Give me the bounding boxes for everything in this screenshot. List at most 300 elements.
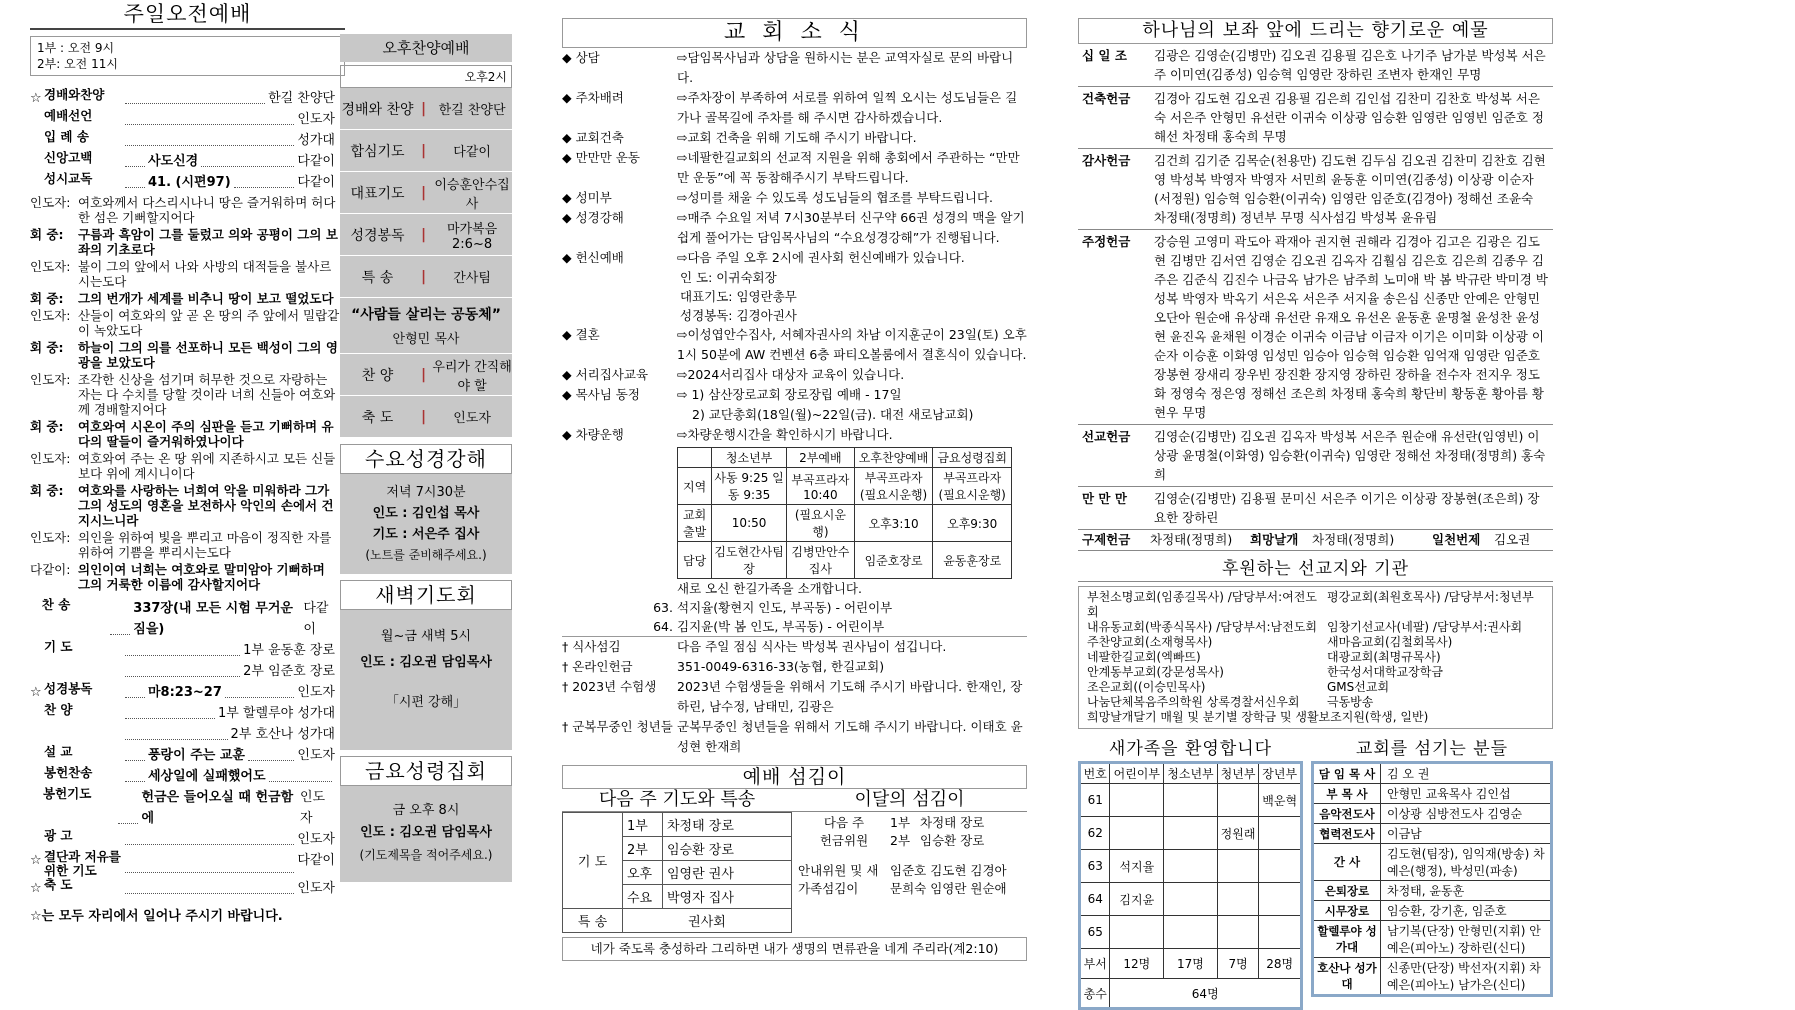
vehicle-header: 금요성령집회: [933, 448, 1012, 468]
mission-left: 나눔단체복음주의학원 상록경찰서신우회: [1087, 695, 1300, 709]
divider-bar: |: [421, 100, 427, 117]
family-cell: [1217, 784, 1259, 817]
order-value: 2부 호산나 성가대: [230, 727, 335, 742]
serve-title: 예배 섬김이: [562, 765, 1027, 789]
mission-last: 희망날개달기 매월 및 분기별 장학금 및 생활보조지원(학생, 일반): [1087, 710, 1429, 724]
offerings-table: [1078, 44, 1553, 530]
prayer-slot: 오후: [623, 861, 663, 885]
star-mark: ☆: [30, 91, 42, 106]
dots: [234, 172, 295, 188]
reading-line: [30, 451, 340, 481]
bottom-boxes: [1078, 737, 1553, 1010]
order-list: [30, 88, 335, 193]
order-key: 찬 양: [44, 702, 73, 717]
staff-role: 호산나 성가대: [1313, 958, 1381, 996]
news-value: 군복무중인 청년들을 위해서 기도해 주시기 바랍니다. 이태호 윤성현 한재희: [677, 719, 1023, 754]
offering-type: 십 일 조: [1078, 44, 1150, 87]
mission-row: [1087, 665, 1544, 680]
reading-line: [30, 530, 340, 560]
star-mark: [30, 829, 44, 850]
reading-line: [30, 419, 340, 449]
order-mid: 세상일에 실패했어도: [148, 769, 266, 784]
offering-row: [1078, 44, 1553, 87]
dots: [125, 109, 294, 125]
order-value: 다같이: [297, 154, 335, 169]
family-row: [1080, 817, 1302, 850]
reading-speaker: 인도자:: [30, 259, 71, 274]
order-value: 한길 찬양단: [268, 91, 335, 106]
service-time-1: 1부 : 오전 9시: [37, 41, 115, 55]
news-list-3: [562, 636, 1027, 757]
offering-row: [1078, 487, 1553, 530]
vehicle-cell: (필요시운행): [787, 505, 855, 542]
star-mark: ☆: [30, 881, 42, 896]
prayer-slot: 수요: [623, 885, 663, 909]
order-key: 봉헌기도: [43, 786, 92, 801]
afternoon-value: 이승훈안수집사: [434, 177, 510, 212]
afternoon-key: 성경봉독: [350, 227, 405, 244]
vehicle-cell: 지역: [678, 468, 712, 505]
month-subtitle: 이달의 섬김이: [854, 789, 965, 810]
news-item: [562, 208, 1027, 248]
newcomer-text: 석지율(황현지 인도, 부곡동) - 어린이부: [677, 600, 893, 615]
mission-right: 임창기선교사(네팔) /담당부서:권사회: [1327, 620, 1523, 634]
order-value: 인도자: [300, 790, 326, 826]
vehicle-cell: 윤동훈장로: [933, 542, 1012, 579]
reading-text: 하늘이 그의 의를 선포하니 모든 백성이 그의 영광을 보았도다: [78, 340, 338, 370]
reading-line: [30, 259, 340, 289]
dots: [125, 703, 215, 719]
special-label: 특 송: [563, 909, 623, 933]
afternoon-row: [340, 214, 512, 256]
reading-speaker: 회 중:: [30, 227, 64, 242]
staff-row: [1313, 763, 1552, 784]
order-key: 축 도: [44, 877, 73, 892]
divider-bar: |: [421, 408, 427, 425]
family-cell: [1259, 850, 1302, 883]
mission-right: 대광교회(최명규목사): [1327, 650, 1441, 664]
fri-title: 금요성령집회: [340, 756, 512, 786]
staff-row: [1313, 881, 1552, 901]
star-mark: [30, 703, 44, 724]
news-key: ◆ 목사님 동정: [562, 387, 640, 402]
order-value: 다같이: [303, 601, 329, 637]
family-cell: [1164, 916, 1218, 949]
month-person: 차정태 장로: [920, 815, 985, 830]
reading-text: 그의 번개가 세계를 비추니 땅이 보고 떨었도다: [78, 291, 334, 306]
order-item: [30, 88, 335, 109]
order-item: [30, 109, 335, 130]
vehicle-key: ◆ 차량운행: [562, 427, 624, 442]
order-item: [30, 878, 335, 899]
star-mark: [30, 724, 44, 745]
month-key: 헌금위원: [819, 833, 869, 848]
mission-row: [1087, 680, 1544, 695]
order-value: 인도자: [297, 685, 335, 700]
staff-row: [1313, 901, 1552, 921]
staff-names: 남기복(단장) 안형민(지휘) 안예은(피아노) 장하린(신디): [1381, 921, 1552, 958]
order-item: [30, 724, 335, 745]
family-header: 장년부: [1259, 763, 1302, 784]
order-value: 2부 임준호 장로: [243, 664, 335, 679]
order-key: 광 고: [44, 828, 73, 843]
family-cell: [1164, 817, 1218, 850]
star-mark: [30, 598, 42, 640]
offering-names: 김경아 김도현 김오권 김용필 김은희 김인섭 김찬미 김찬호 박성복 서은숙 서은주 안형민 유선란 이귀숙 이상광 임승환 임영란 임영빈 임준호 정해선 차정태 홍숙희 무명: [1150, 87, 1553, 149]
offering-names: 김영순(김병만) 김용필 문미신 서은주 이기은 이상광 장봉현(조은희) 장요한 장하린: [1150, 487, 1553, 530]
dawn-info: [340, 610, 512, 750]
staff-row: [1313, 844, 1552, 881]
family-row: [1080, 916, 1302, 949]
order-key: 성시교독: [44, 171, 93, 186]
afternoon-key: 축 도: [361, 409, 394, 426]
star-mark: [30, 109, 44, 130]
family-row: [1080, 784, 1302, 817]
news-value: ⇨2024서리집사 대상자 교육이 있습니다.: [677, 367, 905, 382]
star-mark: ☆: [30, 685, 42, 700]
offering-names: 김광은 김영순(김병만) 김오권 김용필 김은호 나기주 남가분 박성복 서은주 이미연(김종성) 임승혁 임영란 장하린 조변자 한재인 무명: [1150, 44, 1553, 87]
staff-names: 차정태, 윤동훈: [1381, 881, 1552, 901]
afternoon-panel: [340, 0, 512, 992]
dawn-title: 새벽기도회: [340, 580, 512, 610]
fri-leader: 인도 : 김오권 담임목사: [360, 825, 492, 840]
reading-speaker: 회 중:: [30, 419, 64, 434]
dots: [110, 598, 130, 635]
family-table: [1078, 761, 1303, 1010]
preacher: 안형민 목사: [392, 332, 460, 347]
afternoon-row: [340, 354, 512, 396]
star-mark: [30, 130, 44, 151]
divider-bar: |: [421, 142, 427, 159]
family-cell: 61: [1080, 784, 1110, 817]
family-header: 번호: [1080, 763, 1110, 784]
order-item: [30, 829, 335, 850]
star-mark: [30, 172, 44, 193]
staff-names: 임승환, 강기훈, 임준호: [1381, 901, 1552, 921]
order-item: [30, 703, 335, 724]
order-value: 다같이: [297, 853, 335, 868]
family-cell: [1110, 784, 1164, 817]
month-slot: 1부: [890, 815, 911, 830]
newcomer-number: 64.: [653, 619, 673, 634]
usher-2: 문희숙 임영란 원순애: [890, 881, 1007, 896]
news-item: [562, 148, 1027, 188]
star-mark: [30, 745, 44, 766]
vehicle-cell: 임준호장로: [854, 542, 933, 579]
star-mark: [30, 766, 44, 787]
news-title: 교 회 소 식: [562, 18, 1027, 48]
mission-left: 주찬양교회(소재형목사): [1087, 635, 1213, 649]
vehicle-header: 오후찬양예배: [854, 448, 933, 468]
reading-text: 여호와여 주는 온 땅 위에 지존하시고 모든 신들보다 위에 계시니이다: [78, 451, 336, 481]
order-mid: 337장(내 모든 시험 무거운 짐을): [133, 601, 293, 637]
dedication-line: 대표기도: 임영란총무: [680, 289, 797, 304]
wed-prayer: 기도 : 서은주 집사: [372, 527, 480, 542]
afternoon-key: 찬 양: [361, 367, 394, 384]
news-key: ◆ 만만만 운동: [562, 150, 640, 165]
other-offerings: [1078, 530, 1553, 551]
wed-title: 수요성경강해: [340, 444, 512, 474]
news-key: ◆ 서리집사교육: [562, 367, 649, 382]
news-key: † 2023년 수험생: [562, 679, 657, 694]
hope-value: 차정태(정명희): [1312, 532, 1395, 547]
staff-row: [1313, 958, 1552, 996]
mission-title: 후원하는 선교지와 기관: [1078, 557, 1553, 582]
news-key: ◆ 헌신예배: [562, 250, 624, 265]
afternoon-key: 대표기도: [350, 185, 405, 202]
staff-names: 김도현(팀장), 임익재(방송) 차예은(행정), 박성민(파송): [1381, 844, 1552, 881]
order-list-2: [30, 598, 335, 899]
afternoon-time: 오후2시: [340, 65, 512, 88]
order-key: 봉헌찬송: [44, 765, 93, 780]
news-key: ◆ 상담: [562, 50, 600, 65]
month-row: [798, 832, 1021, 850]
mission-right: GMS선교회: [1327, 680, 1390, 694]
prayer-slot: 2부: [623, 837, 663, 861]
dots: [125, 682, 145, 698]
prayer-row: [563, 813, 792, 837]
family-row: [1080, 883, 1302, 916]
reading-text: 여호와여 시온이 주의 심판을 듣고 기뻐하며 유다의 딸들이 즐거워하였나이다: [78, 419, 334, 449]
order-item: [30, 745, 335, 766]
star-mark: [30, 661, 44, 682]
order-mid: 사도신경: [148, 154, 199, 169]
offerings-title: 하나님의 보좌 앞에 드리는 향기로운 예물: [1078, 18, 1553, 44]
month-serve: [792, 812, 1027, 933]
onethousand-value: 김오권: [1494, 532, 1531, 547]
special-value: 권사회: [623, 909, 792, 933]
staff-role: 할렐루야 성가대: [1313, 921, 1381, 958]
reading-speaker: 인도자:: [30, 451, 71, 466]
order-item: [30, 850, 335, 878]
family-cell: [1259, 916, 1302, 949]
mission-left: 네팔한길교회(엑빠뜨): [1087, 650, 1201, 664]
order-key: [44, 661, 122, 682]
news-item: [562, 88, 1027, 128]
family-dept-cell: 부서: [1080, 949, 1110, 979]
afternoon-value: 인도자: [453, 411, 491, 426]
staff-row: [1313, 921, 1552, 958]
family-header: 청소년부: [1164, 763, 1218, 784]
newcomer: [653, 598, 1027, 617]
stand-note: ☆는 모두 자리에서 일어나 주시기 바랍니다.: [30, 909, 283, 924]
news-item: [562, 365, 1027, 385]
month-slot: 2부: [890, 833, 911, 848]
news-value: ⇨성미를 채울 수 있도록 성도님들의 협조를 부탁드립니다.: [677, 190, 994, 205]
family-cell: 62: [1080, 817, 1110, 850]
news-key: ◆ 성경강해: [562, 210, 624, 225]
order-value: 인도자: [297, 881, 335, 896]
mission-left: 안계동부교회(강문성목사): [1087, 665, 1224, 679]
star-mark: [30, 640, 44, 661]
staff-names: 안형민 교육목사 김인섭: [1381, 784, 1552, 804]
news-value: ⇨교회 건축을 위해 기도해 주시기 바랍니다.: [677, 130, 917, 145]
relief-key: 구제헌금: [1082, 532, 1131, 547]
vehicle-header: [678, 448, 712, 468]
newcomer-text: 김지윤(박 봄 인도, 부곡동) - 어린이부: [677, 619, 885, 634]
dots: [201, 151, 294, 167]
news-value: ⇨다음 주일 오후 2시에 권사회 헌신예배가 있습니다.: [677, 250, 965, 265]
month-person: 임승환 장로: [920, 833, 985, 848]
order-item: [30, 661, 335, 682]
relief-value: 차정태(정명희): [1150, 532, 1233, 547]
news-key: ◆ 결혼: [562, 327, 600, 342]
prayer-person: 임승환 장로: [663, 837, 792, 861]
news-value: ⇨매주 수요일 저녁 7시30분부터 신구약 66권 성경의 맥을 알기 쉽게 풀어가는 담임목사님의 “수요성경강해”가 진행됩니다.: [677, 210, 1025, 245]
news-value: 351-0049-6316-33(농협, 한길교회): [677, 659, 885, 674]
responsive-reading: [30, 195, 340, 592]
sermon-title: “사람들 살리는 공동체”: [351, 307, 501, 323]
news-item: [562, 48, 1027, 88]
dots: [125, 766, 145, 782]
family-dept-cell: 28명: [1259, 949, 1302, 979]
news-value: ⇨담임목사님과 상담을 원하시는 분은 교역자실로 문의 바랍니다.: [677, 50, 1014, 85]
afternoon-row: [340, 256, 512, 298]
news-key: † 군복무중인 청년들: [562, 719, 673, 734]
dawn-topic: 「시편 강해」: [385, 695, 467, 710]
order-key: 입 례 송: [44, 129, 89, 144]
reading-text: 의인을 위하여 빛을 뿌리고 마음이 정직한 자를 위하여 기쁨을 뿌리시는도다: [78, 530, 332, 560]
staff-names: 신종만(단장) 박선자(지휘) 차예은(피아노) 남가은(신디): [1381, 958, 1552, 996]
mission-right: 한국성서대학교장학금: [1327, 665, 1443, 679]
morning-service-title: 주일오전예배: [30, 0, 345, 30]
month-row: [798, 814, 1021, 832]
vehicle-cell: 오후3:10: [854, 505, 933, 542]
dots: [125, 151, 145, 167]
mission-right: 평강교회(최원호목사) /담당부서:청년부: [1327, 590, 1534, 604]
staff-table: [1311, 761, 1553, 997]
afternoon-row: [340, 172, 512, 214]
family-cell: 석지율: [1110, 850, 1164, 883]
vehicle-cell: 부곡프라자 (필요시운행): [933, 468, 1012, 505]
order-key: 성경봉독: [44, 681, 93, 696]
family-cell: 백운혁: [1259, 784, 1302, 817]
news-value: 2023년 수험생들을 위해서 기도해 주시기 바랍니다. 한재인, 장하린, 남수정, 남태민, 김광은: [677, 679, 1023, 714]
reading-line: [30, 483, 340, 528]
family-cell: 65: [1080, 916, 1110, 949]
serve-subtitles: [562, 789, 1027, 812]
vehicle-header: 청소년부: [712, 448, 787, 468]
afternoon-value: 다같이: [453, 145, 491, 160]
family-cell: [1164, 850, 1218, 883]
order-key: 찬 송: [41, 597, 71, 612]
family-cell: [1217, 916, 1259, 949]
serve-body: [562, 812, 1027, 933]
reading-line: [30, 308, 340, 338]
dots: [125, 130, 294, 146]
family-title: 새가족을 환영합니다: [1108, 739, 1273, 759]
prayer-label: 기 도: [563, 813, 623, 909]
afternoon-key: 경배와 찬양: [341, 101, 414, 118]
offering-type: 건축헌금: [1078, 87, 1150, 149]
afternoon-row: [340, 396, 512, 438]
offering-names: 김영순(김병만) 김오권 김옥자 박성복 서은주 원순애 유선란(임영빈) 이상광 윤명철(이화영) 임승환(이귀숙) 임영란 정해선 차정태(정명희) 홍숙희: [1150, 425, 1553, 487]
vehicle-cell: 10:50: [712, 505, 787, 542]
afternoon-value: 간사팀: [453, 271, 491, 286]
order-value: 다같이: [297, 175, 335, 190]
afternoon-row: [340, 88, 512, 130]
newcomers-intro: 새로 오신 한길가족을 소개합니다.: [677, 581, 862, 596]
order-value: 인도자: [297, 748, 335, 763]
family-dept-cell: 17명: [1164, 949, 1218, 979]
mission-right: 극동방송: [1327, 695, 1374, 709]
order-item: [30, 172, 335, 193]
dots: [125, 172, 145, 188]
order-value: 1부 윤동훈 장로: [243, 643, 335, 658]
wed-note: (노트를 준비해주세요.): [365, 548, 487, 562]
reading-line: [30, 340, 340, 370]
afternoon-order: [340, 88, 512, 298]
prayer-person: 차정태 장로: [663, 813, 792, 837]
news-key: ◆ 교회건축: [562, 130, 624, 145]
family-dept-row: [1080, 949, 1302, 979]
order-value: 인도자: [297, 832, 335, 847]
sermon-block: [340, 298, 512, 354]
order-value: 1부 할렐루야 성가대: [218, 706, 335, 721]
reading-speaker: 인도자:: [30, 308, 71, 323]
news-item: [562, 128, 1027, 148]
church-news-panel: [562, 0, 1027, 992]
dedication-line: 인 도: 이귀숙회장: [680, 270, 777, 285]
vehicle-row: [678, 468, 1012, 505]
reading-line: [30, 291, 340, 306]
mission-right: 새마음교회(김철회목사): [1327, 635, 1453, 649]
divider-bar: |: [421, 366, 427, 383]
order-item: [30, 682, 335, 703]
news-value: ⇨이성엽안수집사, 서혜자권사의 차남 이지훈군이 23일(토) 오후 1시 50분에 AW 컨벤션 6층 파티오볼룸에서 결혼식이 있습니다.: [677, 327, 1027, 362]
service-time-2: 2부: 오전 11시: [37, 57, 118, 71]
reading-speaker: 인도자:: [30, 195, 71, 210]
usher-key: 안내위원 및 새가족섬김이: [798, 863, 879, 896]
service-times: [30, 36, 345, 76]
mission-left: 내유동교회(박종식목사) /담당부서:남전도회: [1087, 620, 1317, 634]
offering-row: [1078, 149, 1553, 230]
family-row: [1080, 850, 1302, 883]
news-value: ⇨네팔한길교회의 선교적 지원을 위해 총회에서 주관하는 “만만만 운동”에 꼭 동참해주시기 부탁드립니다.: [677, 150, 1020, 185]
special-row: [563, 909, 792, 933]
vehicle-cell: 부곡프라자 (필요시운행): [854, 468, 933, 505]
family-header: 청년부: [1217, 763, 1259, 784]
reading-line: [30, 195, 340, 225]
pastor-note-2: [562, 405, 1027, 425]
offering-row: [1078, 425, 1553, 487]
dawn-leader: 인도 : 김오권 담임목사: [360, 655, 492, 670]
afternoon-row: [340, 130, 512, 172]
mission-row: [1087, 695, 1544, 710]
dots: [248, 745, 294, 761]
onethousand-key: 일천번제: [1432, 532, 1481, 547]
afternoon-order-2: [340, 354, 512, 438]
news-key: ◆ 성미부: [562, 190, 612, 205]
reading-text: 여호와를 사랑하는 너희여 악을 미워하라 그가 그의 성도의 영혼을 보전하사 악인의 손에서 건지시느니라: [78, 483, 334, 528]
usher-1: 임준호 김도현 김경아: [890, 863, 1007, 878]
family-dept-cell: 7명: [1217, 949, 1259, 979]
dots: [118, 787, 138, 824]
mission-row: [1087, 620, 1544, 635]
family-cell: [1259, 883, 1302, 916]
news-value: 다음 주일 점심 식사는 박성복 권사님이 섬깁니다.: [677, 639, 947, 654]
vehicle-row: [678, 542, 1012, 579]
vehicle-cell: 김도현간사팀장: [712, 542, 787, 579]
reading-speaker: 회 중:: [30, 291, 64, 306]
news-value: ⇨ 1) 삼산장로교회 장로장립 예배 - 17일: [677, 387, 902, 402]
family-cell: 64: [1080, 883, 1110, 916]
vehicle-cell: 사동 9:25 일동 9:35: [712, 468, 787, 505]
order-mid: 41. (시편97): [148, 175, 231, 190]
staff-role: 협력전도사: [1313, 824, 1381, 844]
order-key: [44, 724, 122, 745]
news-value: ⇨주차장이 부족하여 서로를 위하여 일찍 오시는 성도님들은 길가나 골목길에 주차를 해 주시면 감사하겠습니다.: [677, 90, 1018, 125]
